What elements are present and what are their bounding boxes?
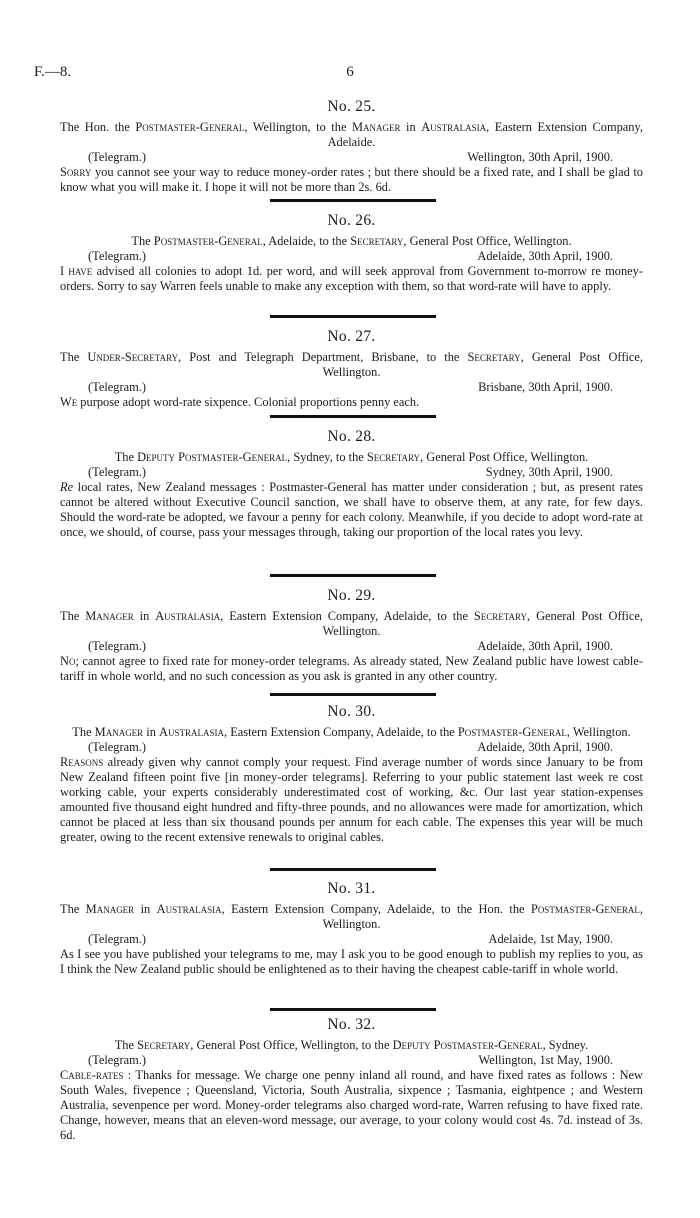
place-date: Sydney, 30th April, 1900. [485, 465, 613, 479]
telegram-line [60, 1053, 643, 1068]
section-no-27 [60, 328, 643, 410]
section-title: The Postmaster-General, Adelaide, to the Secretary, General Post Office, Wellington. [131, 234, 572, 248]
section-no-26 [60, 212, 643, 294]
message-body: Cable-rates : Thanks for message. We charge one penny inland all round, and have fixed rates as follows : New South Wales, fivepence ; Queensland, Victoria, South Australia, sixpence ; Tasmania, eightpence ; and Western Australia, sevenpence per word. Money-order telegrams also charged word-rate, Warren refusing to have fixed rate. Change, however, means that an eleven-word message, our average, to your colony would cost 4s. 7d. instead of 3s. 6d. [60, 1068, 643, 1142]
telegram-line [60, 639, 643, 654]
section-number: No. 27. [327, 328, 376, 345]
telegram-line [60, 249, 643, 264]
section-divider [270, 415, 436, 418]
section-number: No. 26. [327, 212, 376, 229]
telegram-label: (Telegram.) [88, 639, 146, 653]
section-no-30 [60, 703, 643, 845]
telegram-label: (Telegram.) [88, 380, 146, 394]
page-number: 6 [346, 64, 354, 80]
message-body: As I see you have published your telegrams to me, may I ask you to be good enough to publish my replies to you, as I think the New Zealand public should be enlightened as to their having the cheapest cable-tariff in whole world. [60, 947, 643, 976]
telegram-label: (Telegram.) [88, 740, 146, 754]
telegram-label: (Telegram.) [88, 150, 146, 164]
message-body: Re local rates, New Zealand messages : Postmaster-General has matter under consideration ; but, as present rates cannot be altered without Executive Council sanction, we shall have to observe them, at any rate, for few days. Should the word-rate be adopted, we favour a penny for each colony. Meanwhile, if you decide to adopt word-rate at once, we should, of course, pass your messages through, taking our proportion of the local rates you levy. [60, 480, 643, 539]
section-no-25 [60, 98, 643, 195]
telegram-label: (Telegram.) [88, 465, 146, 479]
telegram-line [60, 380, 643, 395]
section-no-28 [60, 428, 643, 540]
telegram-line [60, 465, 643, 480]
section-divider [270, 315, 436, 318]
telegram-label: (Telegram.) [88, 932, 146, 946]
message-body: I have advised all colonies to adopt 1d. per word, and will seek approval from Government to-morrow re money-orders. Sorry to say Warren feels unable to make any exception with them, so that word-rate will have to apply. [60, 264, 643, 293]
section-no-32 [60, 1016, 643, 1143]
message-body: Reasons already given why cannot comply your request. Find average number of words since January to be from New Zealand fifteen point five [in money-order telegrams]. Referring to your public statement last week re cost working cable, your experts considerably underestimated cost of working, &c. Our last year station-expenses amounted five thousand eight hundred and fifty-three pounds, and no allowances were made for amortization, which cannot be placed at less than six thousand pounds per annum for each cable. The expenses this year will be much greater, owing to the recent extensive renewals to original cables. [60, 755, 643, 844]
telegram-label: (Telegram.) [88, 249, 146, 263]
message-body: No; cannot agree to fixed rate for money-order telegrams. As already stated, New Zealand public have lowest cable-tariff in whole world, and no such concession as you ask is granted in any other country. [60, 654, 643, 683]
section-divider [270, 868, 436, 871]
section-divider [270, 693, 436, 696]
section-title: The Secretary, General Post Office, Wellington, to the Deputy Postmaster-General, Sydney. [114, 1038, 589, 1052]
place-date: Adelaide, 30th April, 1900. [477, 740, 613, 754]
telegram-line [60, 740, 643, 755]
section-divider [270, 574, 436, 577]
section-title: The Manager in Australasia, Eastern Extension Company, Adelaide, to the Postmaster-General, Wellington. [72, 725, 631, 739]
section-no-31 [60, 880, 643, 977]
telegram-line [60, 932, 643, 947]
place-date: Adelaide, 30th April, 1900. [477, 249, 613, 263]
message-body: Sorry you cannot see your way to reduce money-order rates ; but there should be a fixed rate, and I shall be glad to know what you will make it. I hope it will not be more than 2s. 6d. [60, 165, 643, 194]
section-title: The Hon. the Postmaster-General, Wellington, to the Manager in Australasia, Eastern Extension Company, Adelaide. [60, 120, 643, 149]
section-number: No. 30. [327, 703, 376, 720]
section-title: The Manager in Australasia, Eastern Extension Company, Adelaide, to the Secretary, General Post Office, Wellington. [60, 609, 644, 638]
series-reference: F.—8. [34, 64, 72, 80]
message-body: We purpose adopt word-rate sixpence. Colonial proportions penny each. [60, 395, 420, 409]
telegram-label: (Telegram.) [88, 1053, 146, 1067]
section-number: No. 31. [327, 880, 376, 897]
telegram-line [60, 150, 643, 165]
section-number: No. 25. [327, 98, 376, 115]
section-no-29 [60, 587, 643, 684]
section-divider [270, 199, 436, 202]
section-divider [270, 1008, 436, 1011]
place-date: Adelaide, 30th April, 1900. [477, 639, 613, 653]
place-date: Wellington, 30th April, 1900. [467, 150, 613, 164]
section-number: No. 29. [327, 587, 376, 604]
section-title: The Deputy Postmaster-General, Sydney, to the Secretary, General Post Office, Wellington. [114, 450, 589, 464]
section-title: The Under-Secretary, Post and Telegraph Department, Brisbane, to the Secretary, General Post Office, Wellington. [60, 350, 643, 379]
place-date: Wellington, 1st May, 1900. [478, 1053, 613, 1067]
place-date: Adelaide, 1st May, 1900. [488, 932, 613, 946]
section-number: No. 28. [327, 428, 376, 445]
section-title: The Manager in Australasia, Eastern Extension Company, Adelaide, to the Hon. the Postmaster-General, Wellington. [60, 902, 643, 931]
section-number: No. 32. [327, 1016, 376, 1033]
place-date: Brisbane, 30th April, 1900. [478, 380, 613, 394]
